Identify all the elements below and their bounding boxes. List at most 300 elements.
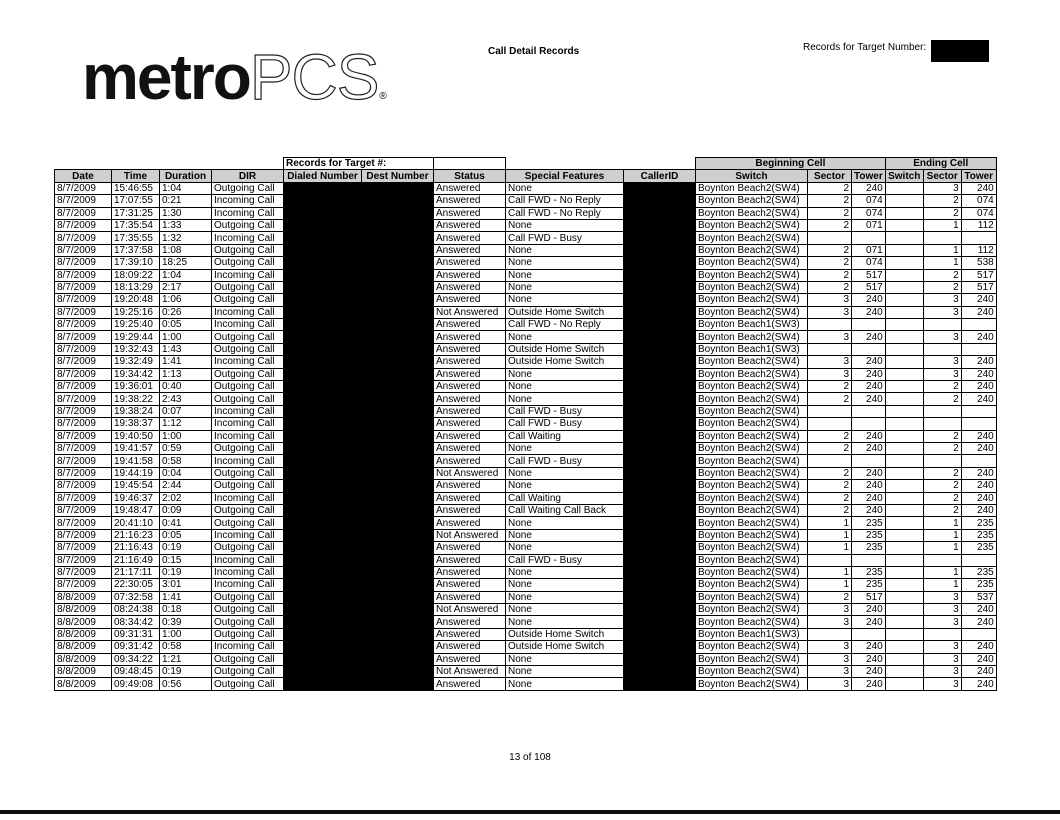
cell-begin-tower: 517 — [852, 281, 886, 293]
cell-callerid-redacted — [624, 306, 696, 318]
cell-begin-sector: 2 — [808, 269, 852, 281]
cell-end-switch — [885, 442, 923, 454]
cell-end-sector — [923, 418, 961, 430]
cell-callerid-redacted — [624, 319, 696, 331]
cell-special-features: Call Waiting Call Back — [506, 504, 624, 516]
cell-end-switch — [885, 331, 923, 343]
cell-dest-number-redacted — [362, 195, 434, 207]
cell-end-tower — [961, 405, 996, 417]
table-row — [55, 467, 997, 479]
cell-begin-sector: 2 — [808, 257, 852, 269]
cell-begin-sector: 3 — [808, 641, 852, 653]
cell-status: Answered — [434, 542, 506, 554]
cell-begin-switch: Boynton Beach2(SW4) — [696, 554, 808, 566]
cell-duration: 0:39 — [160, 616, 212, 628]
cell-end-sector: 3 — [923, 368, 961, 380]
cell-dir: Outgoing Call — [212, 517, 284, 529]
cell-callerid-redacted — [624, 653, 696, 665]
group-target-label: Records for Target #: — [286, 158, 387, 170]
cell-duration: 0:04 — [160, 467, 212, 479]
cell-date: 8/7/2009 — [55, 343, 112, 355]
cell-duration: 1:21 — [160, 653, 212, 665]
cell-dest-number-redacted — [362, 492, 434, 504]
cell-begin-tower: 240 — [852, 306, 886, 318]
cell-dialed-number-redacted — [284, 529, 362, 541]
cell-dialed-number-redacted — [284, 195, 362, 207]
cell-special-features: None — [506, 281, 624, 293]
cell-special-features: Call FWD - Busy — [506, 455, 624, 467]
cell-begin-sector: 3 — [808, 306, 852, 318]
table-row — [55, 678, 997, 690]
cell-begin-switch: Boynton Beach2(SW4) — [696, 604, 808, 616]
logo-word-metro: metro — [82, 41, 250, 113]
cell-dir: Outgoing Call — [212, 616, 284, 628]
col-time: Time — [112, 170, 160, 182]
cell-begin-switch: Boynton Beach2(SW4) — [696, 517, 808, 529]
page-number: 13 of 108 — [509, 752, 551, 763]
table-row — [55, 232, 997, 244]
cell-dialed-number-redacted — [284, 257, 362, 269]
table-row — [55, 244, 997, 256]
cell-end-sector: 3 — [923, 331, 961, 343]
cell-begin-tower — [852, 455, 886, 467]
cell-date: 8/7/2009 — [55, 430, 112, 442]
cell-dialed-number-redacted — [284, 442, 362, 454]
cell-dir: Outgoing Call — [212, 244, 284, 256]
cell-begin-tower: 074 — [852, 207, 886, 219]
cell-callerid-redacted — [624, 566, 696, 578]
cell-begin-tower: 240 — [852, 294, 886, 306]
cell-end-sector: 3 — [923, 653, 961, 665]
cell-date: 8/7/2009 — [55, 554, 112, 566]
cell-end-tower: 240 — [961, 356, 996, 368]
cell-status: Answered — [434, 442, 506, 454]
cell-dialed-number-redacted — [284, 368, 362, 380]
cell-duration: 2:17 — [160, 281, 212, 293]
group-ending-cell: Ending Cell — [885, 158, 996, 170]
cell-begin-tower: 235 — [852, 566, 886, 578]
cell-special-features: None — [506, 566, 624, 578]
cell-duration: 1:43 — [160, 343, 212, 355]
cell-duration: 1:08 — [160, 244, 212, 256]
cell-dest-number-redacted — [362, 529, 434, 541]
cell-duration: 0:26 — [160, 306, 212, 318]
cell-begin-sector: 1 — [808, 542, 852, 554]
cell-end-tower: 074 — [961, 207, 996, 219]
cell-begin-sector — [808, 232, 852, 244]
col-status: Status — [434, 170, 506, 182]
cell-time: 19:32:49 — [112, 356, 160, 368]
cell-time: 09:31:42 — [112, 641, 160, 653]
cell-dir: Incoming Call — [212, 207, 284, 219]
cell-time: 19:45:54 — [112, 480, 160, 492]
cell-time: 09:49:08 — [112, 678, 160, 690]
cell-end-sector: 1 — [923, 566, 961, 578]
cell-special-features: None — [506, 294, 624, 306]
cell-dir: Outgoing Call — [212, 368, 284, 380]
cell-duration: 3:01 — [160, 579, 212, 591]
cell-special-features: None — [506, 368, 624, 380]
cell-end-sector: 2 — [923, 467, 961, 479]
cell-dir: Incoming Call — [212, 418, 284, 430]
cell-begin-tower: 074 — [852, 257, 886, 269]
cell-date: 8/7/2009 — [55, 368, 112, 380]
cell-status: Answered — [434, 480, 506, 492]
cell-begin-switch: Boynton Beach2(SW4) — [696, 207, 808, 219]
cell-special-features: Outside Home Switch — [506, 641, 624, 653]
cell-dest-number-redacted — [362, 232, 434, 244]
cell-begin-sector — [808, 554, 852, 566]
redaction-target-number — [931, 40, 989, 62]
cell-time: 19:48:47 — [112, 504, 160, 516]
cell-begin-switch: Boynton Beach2(SW4) — [696, 480, 808, 492]
cell-begin-sector: 2 — [808, 195, 852, 207]
cell-begin-tower: 240 — [852, 393, 886, 405]
table-row — [55, 281, 997, 293]
cell-special-features: None — [506, 381, 624, 393]
cell-duration: 1:41 — [160, 591, 212, 603]
cell-dialed-number-redacted — [284, 319, 362, 331]
cell-date: 8/7/2009 — [55, 579, 112, 591]
cell-end-sector: 3 — [923, 641, 961, 653]
cell-begin-switch: Boynton Beach2(SW4) — [696, 232, 808, 244]
cell-end-switch — [885, 504, 923, 516]
cell-dir: Outgoing Call — [212, 591, 284, 603]
cell-begin-switch: Boynton Beach2(SW4) — [696, 542, 808, 554]
cell-duration: 1:06 — [160, 294, 212, 306]
cell-begin-sector: 1 — [808, 566, 852, 578]
cell-begin-tower: 235 — [852, 529, 886, 541]
cell-special-features: None — [506, 244, 624, 256]
cell-begin-switch: Boynton Beach2(SW4) — [696, 529, 808, 541]
cell-begin-tower: 071 — [852, 244, 886, 256]
cell-time: 17:35:54 — [112, 219, 160, 231]
cell-end-tower: 240 — [961, 678, 996, 690]
cell-end-tower — [961, 319, 996, 331]
cell-time: 21:16:23 — [112, 529, 160, 541]
cell-dir: Outgoing Call — [212, 628, 284, 640]
cell-time: 19:32:43 — [112, 343, 160, 355]
table-row — [55, 368, 997, 380]
cell-duration: 1:04 — [160, 182, 212, 194]
cell-begin-tower: 240 — [852, 492, 886, 504]
cell-callerid-redacted — [624, 343, 696, 355]
cell-callerid-redacted — [624, 517, 696, 529]
cell-callerid-redacted — [624, 430, 696, 442]
cell-end-sector — [923, 319, 961, 331]
cell-duration: 0:19 — [160, 566, 212, 578]
cell-time: 19:46:37 — [112, 492, 160, 504]
cell-special-features: Call FWD - Busy — [506, 418, 624, 430]
cell-begin-tower: 235 — [852, 579, 886, 591]
cell-dialed-number-redacted — [284, 579, 362, 591]
cell-callerid-redacted — [624, 232, 696, 244]
cell-end-tower: 240 — [961, 480, 996, 492]
cell-date: 8/7/2009 — [55, 418, 112, 430]
cell-dialed-number-redacted — [284, 628, 362, 640]
cell-dest-number-redacted — [362, 641, 434, 653]
cell-end-switch — [885, 591, 923, 603]
cell-date: 8/7/2009 — [55, 294, 112, 306]
cell-date: 8/8/2009 — [55, 666, 112, 678]
cell-date: 8/7/2009 — [55, 405, 112, 417]
cell-duration: 0:07 — [160, 405, 212, 417]
cell-begin-sector: 2 — [808, 430, 852, 442]
cell-date: 8/7/2009 — [55, 281, 112, 293]
cell-special-features: None — [506, 219, 624, 231]
cell-end-sector: 2 — [923, 430, 961, 442]
table-row — [55, 504, 997, 516]
cell-end-switch — [885, 666, 923, 678]
cell-dir: Incoming Call — [212, 195, 284, 207]
cell-end-switch — [885, 343, 923, 355]
cell-status: Answered — [434, 628, 506, 640]
cell-time: 17:39:10 — [112, 257, 160, 269]
cell-status: Answered — [434, 182, 506, 194]
cell-begin-switch: Boynton Beach2(SW4) — [696, 257, 808, 269]
cell-dir: Incoming Call — [212, 554, 284, 566]
cell-begin-tower: 240 — [852, 504, 886, 516]
cell-begin-tower: 235 — [852, 542, 886, 554]
cell-begin-tower: 240 — [852, 678, 886, 690]
cell-dest-number-redacted — [362, 666, 434, 678]
cell-special-features: None — [506, 467, 624, 479]
cell-dir: Incoming Call — [212, 455, 284, 467]
cell-dest-number-redacted — [362, 591, 434, 603]
cell-end-tower — [961, 232, 996, 244]
cell-begin-sector: 3 — [808, 653, 852, 665]
cell-status: Answered — [434, 566, 506, 578]
cell-end-sector: 3 — [923, 294, 961, 306]
cell-end-sector: 1 — [923, 257, 961, 269]
cell-special-features: None — [506, 393, 624, 405]
cell-begin-switch: Boynton Beach2(SW4) — [696, 566, 808, 578]
cell-date: 8/7/2009 — [55, 319, 112, 331]
cell-dialed-number-redacted — [284, 480, 362, 492]
cell-duration: 1:00 — [160, 331, 212, 343]
cell-dir: Incoming Call — [212, 356, 284, 368]
cell-status: Answered — [434, 405, 506, 417]
cell-callerid-redacted — [624, 405, 696, 417]
cell-dest-number-redacted — [362, 207, 434, 219]
cell-duration: 0:09 — [160, 504, 212, 516]
cell-special-features: None — [506, 591, 624, 603]
document-title: Call Detail Records — [488, 46, 580, 57]
cell-callerid-redacted — [624, 529, 696, 541]
cell-end-switch — [885, 281, 923, 293]
cell-end-tower — [961, 343, 996, 355]
cell-status: Answered — [434, 653, 506, 665]
cell-end-tower: 240 — [961, 653, 996, 665]
cell-time: 17:07:55 — [112, 195, 160, 207]
cell-dialed-number-redacted — [284, 430, 362, 442]
cell-end-switch — [885, 554, 923, 566]
cell-end-tower: 112 — [961, 219, 996, 231]
cell-begin-tower: 071 — [852, 219, 886, 231]
cell-end-sector: 3 — [923, 604, 961, 616]
cell-dialed-number-redacted — [284, 207, 362, 219]
cell-dest-number-redacted — [362, 604, 434, 616]
cell-status: Answered — [434, 257, 506, 269]
cell-date: 8/7/2009 — [55, 207, 112, 219]
cell-end-sector: 3 — [923, 182, 961, 194]
cell-duration: 0:19 — [160, 666, 212, 678]
cell-dir: Incoming Call — [212, 319, 284, 331]
cell-dir: Outgoing Call — [212, 343, 284, 355]
cell-begin-sector: 2 — [808, 281, 852, 293]
cell-dir: Outgoing Call — [212, 442, 284, 454]
cell-dialed-number-redacted — [284, 492, 362, 504]
cell-end-switch — [885, 467, 923, 479]
cell-end-switch — [885, 653, 923, 665]
cell-date: 8/7/2009 — [55, 517, 112, 529]
cell-dest-number-redacted — [362, 182, 434, 194]
cell-dialed-number-redacted — [284, 604, 362, 616]
cell-end-sector: 3 — [923, 678, 961, 690]
cell-end-switch — [885, 616, 923, 628]
cell-time: 21:17:11 — [112, 566, 160, 578]
cell-end-switch — [885, 492, 923, 504]
cell-time: 09:34:22 — [112, 653, 160, 665]
cell-status: Answered — [434, 393, 506, 405]
cell-callerid-redacted — [624, 368, 696, 380]
cell-begin-tower: 517 — [852, 269, 886, 281]
cell-end-tower: 240 — [961, 306, 996, 318]
cell-dest-number-redacted — [362, 678, 434, 690]
table-row — [55, 653, 997, 665]
table-row — [55, 604, 997, 616]
cell-begin-tower — [852, 405, 886, 417]
cell-end-sector: 2 — [923, 393, 961, 405]
cell-begin-tower: 240 — [852, 430, 886, 442]
cell-begin-tower — [852, 232, 886, 244]
cell-time: 22:30:05 — [112, 579, 160, 591]
cell-special-features: None — [506, 480, 624, 492]
table-row — [55, 356, 997, 368]
cell-begin-switch: Boynton Beach2(SW4) — [696, 455, 808, 467]
cell-begin-tower — [852, 554, 886, 566]
cell-end-tower: 240 — [961, 504, 996, 516]
cell-end-switch — [885, 641, 923, 653]
cell-special-features: Outside Home Switch — [506, 628, 624, 640]
cell-end-tower: 240 — [961, 294, 996, 306]
cell-end-tower: 235 — [961, 517, 996, 529]
cell-dir: Outgoing Call — [212, 666, 284, 678]
logo-registered-mark: ® — [379, 91, 387, 102]
cell-time: 19:29:44 — [112, 331, 160, 343]
table-row — [55, 381, 997, 393]
table-row — [55, 182, 997, 194]
table-row — [55, 207, 997, 219]
cell-callerid-redacted — [624, 381, 696, 393]
cell-callerid-redacted — [624, 207, 696, 219]
cell-end-switch — [885, 257, 923, 269]
cell-dir: Outgoing Call — [212, 182, 284, 194]
table-row — [55, 195, 997, 207]
cell-dialed-number-redacted — [284, 381, 362, 393]
group-target-redaction — [434, 158, 506, 170]
table-row — [55, 306, 997, 318]
cell-begin-switch: Boynton Beach2(SW4) — [696, 393, 808, 405]
cell-dir: Outgoing Call — [212, 678, 284, 690]
cell-begin-sector: 2 — [808, 207, 852, 219]
cell-begin-switch: Boynton Beach2(SW4) — [696, 331, 808, 343]
cell-date: 8/7/2009 — [55, 306, 112, 318]
cell-dir: Outgoing Call — [212, 467, 284, 479]
cell-duration: 0:58 — [160, 455, 212, 467]
cell-begin-switch: Boynton Beach2(SW4) — [696, 653, 808, 665]
table-column-header — [55, 170, 997, 182]
cell-begin-sector: 1 — [808, 517, 852, 529]
cell-begin-sector: 2 — [808, 381, 852, 393]
cell-begin-tower: 240 — [852, 467, 886, 479]
col-begin-switch: Switch — [696, 170, 808, 182]
cell-date: 8/7/2009 — [55, 195, 112, 207]
cell-begin-switch: Boynton Beach2(SW4) — [696, 591, 808, 603]
cell-special-features: None — [506, 579, 624, 591]
cell-end-tower: 240 — [961, 368, 996, 380]
cell-date: 8/7/2009 — [55, 331, 112, 343]
cell-end-sector: 3 — [923, 666, 961, 678]
cell-dir: Incoming Call — [212, 566, 284, 578]
cell-duration: 0:15 — [160, 554, 212, 566]
cell-end-switch — [885, 269, 923, 281]
cell-callerid-redacted — [624, 331, 696, 343]
cell-dir: Incoming Call — [212, 306, 284, 318]
table-row — [55, 442, 997, 454]
cell-date: 8/8/2009 — [55, 628, 112, 640]
cell-end-switch — [885, 319, 923, 331]
cell-duration: 1:12 — [160, 418, 212, 430]
cell-begin-switch: Boynton Beach1(SW3) — [696, 343, 808, 355]
cell-end-switch — [885, 207, 923, 219]
cell-callerid-redacted — [624, 281, 696, 293]
cell-end-tower: 074 — [961, 195, 996, 207]
cell-begin-sector: 1 — [808, 579, 852, 591]
col-end-sector: Sector — [923, 170, 961, 182]
cell-time: 19:25:16 — [112, 306, 160, 318]
cell-begin-tower: 240 — [852, 356, 886, 368]
col-dest-number: Dest Number — [362, 170, 434, 182]
col-end-tower: Tower — [961, 170, 996, 182]
cell-end-tower: 240 — [961, 182, 996, 194]
cell-end-sector — [923, 554, 961, 566]
cell-begin-tower: 240 — [852, 331, 886, 343]
cell-duration: 0:58 — [160, 641, 212, 653]
cell-begin-switch: Boynton Beach2(SW4) — [696, 616, 808, 628]
table-row — [55, 616, 997, 628]
cell-status: Answered — [434, 554, 506, 566]
cell-time: 19:44:19 — [112, 467, 160, 479]
cell-status: Answered — [434, 418, 506, 430]
cell-dialed-number-redacted — [284, 405, 362, 417]
cell-end-tower: 235 — [961, 529, 996, 541]
table-row — [55, 641, 997, 653]
cell-dialed-number-redacted — [284, 343, 362, 355]
cell-duration: 18:25 — [160, 257, 212, 269]
cell-duration: 0:40 — [160, 381, 212, 393]
cell-dir: Outgoing Call — [212, 294, 284, 306]
cell-dir: Incoming Call — [212, 269, 284, 281]
col-begin-tower: Tower — [852, 170, 886, 182]
cell-end-tower: 240 — [961, 430, 996, 442]
cell-callerid-redacted — [624, 393, 696, 405]
cell-callerid-redacted — [624, 554, 696, 566]
cell-end-sector: 2 — [923, 492, 961, 504]
cell-dest-number-redacted — [362, 405, 434, 417]
cell-time: 19:38:24 — [112, 405, 160, 417]
cell-dest-number-redacted — [362, 331, 434, 343]
